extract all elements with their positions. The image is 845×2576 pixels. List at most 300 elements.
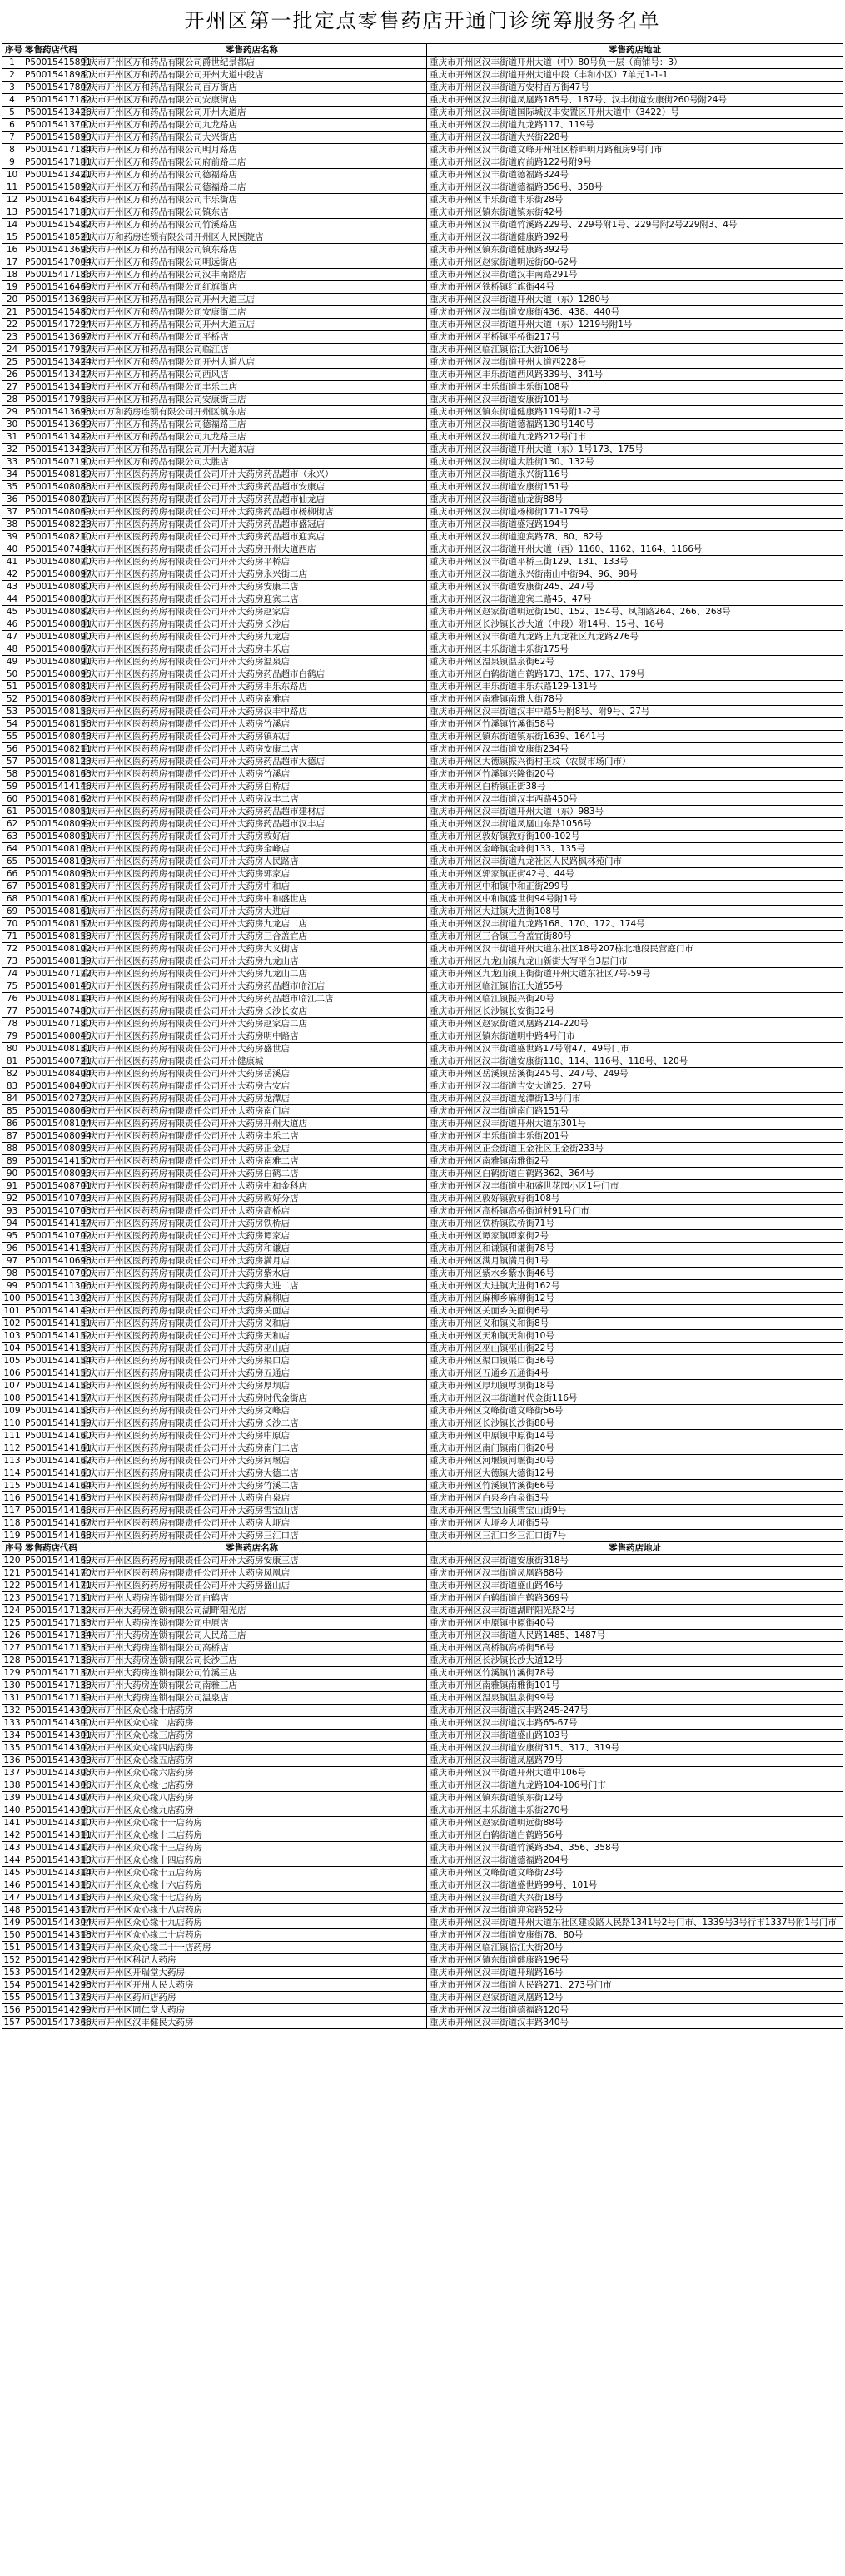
row-number: 98	[2, 1268, 22, 1280]
pharmacy-name: 重庆市万和药房连锁有限公司开州区人民医院店	[77, 231, 427, 244]
pharmacy-code: P50015408102	[22, 943, 77, 955]
pharmacy-code: P50015414307	[22, 1792, 77, 1804]
row-number: 90	[2, 1168, 22, 1180]
table-row	[2, 1829, 843, 1842]
column-header-row-number: 序号	[2, 1542, 22, 1555]
pharmacy-name: 重庆市开州区众心缘四店药房	[77, 1742, 427, 1755]
pharmacy-code: P50015414147	[22, 1218, 77, 1230]
pharmacy-name: 重庆市开州区医药药房有限责任公司开州大药房满月店	[77, 1255, 427, 1268]
table-row	[2, 1180, 843, 1193]
pharmacy-code: P50015417133	[22, 1617, 77, 1630]
pharmacy-code: P50015408156	[22, 718, 77, 731]
table-row	[2, 1642, 843, 1655]
pharmacy-code: P50015414150	[22, 1155, 77, 1168]
pharmacy-name: 重庆市开州区万和药品有限公司西风店	[77, 369, 427, 381]
pharmacy-address: 重庆市开州区铁桥镇铁桥街71号	[427, 1218, 843, 1230]
row-number: 71	[2, 931, 22, 943]
row-number: 19	[2, 281, 22, 294]
pharmacy-address: 重庆市开州区镇东街道镇东街1639、1641号	[427, 731, 843, 743]
pharmacy-name: 重庆市开州大药房连锁有限公司高桥店	[77, 1642, 427, 1655]
pharmacy-name: 重庆市开州区医药药房有限责任公司开州大药房长沙店	[77, 618, 427, 631]
pharmacy-address: 重庆市开州区汉丰街道凤凰路88号	[427, 1567, 843, 1580]
pharmacy-address: 重庆市开州区岳溪镇岳溪街245号、247号、249号	[427, 1068, 843, 1080]
pharmacy-code: P50015408156	[22, 706, 77, 718]
pharmacy-name: 重庆市开州区医药药房有限责任公司开州大药房天和店	[77, 1330, 427, 1343]
pharmacy-name: 重庆市开州区万和药品有限公司竹溪路店	[77, 219, 427, 231]
pharmacy-code: P50015408094	[22, 1130, 77, 1143]
pharmacy-code: P50015414304	[22, 1917, 77, 1929]
table-row	[2, 319, 843, 331]
row-number: 124	[3, 1606, 21, 1616]
table-row	[2, 843, 843, 856]
pharmacy-code: P50015414296	[22, 1954, 77, 1967]
column-header-row-number: 序号	[2, 44, 22, 57]
table-row	[2, 918, 843, 931]
table-row	[2, 856, 843, 868]
pharmacy-code: P50015417131	[22, 1592, 77, 1605]
row-number: 112	[3, 1443, 21, 1453]
pharmacy-code: P50015414305	[22, 1767, 77, 1779]
pharmacy-name: 重庆市开州区医药药房有限责任公司开州大药房赵家店二店	[77, 1018, 427, 1030]
row-number: 13	[2, 206, 22, 219]
pharmacy-name: 重庆市开州区医药药房有限责任公司开州大药房谭家店	[77, 1230, 427, 1243]
row-number: 96	[2, 1243, 22, 1255]
pharmacy-name: 重庆市开州区医药药房有限责任公司开州大药房竹溪店	[77, 768, 427, 781]
pharmacy-code: P50015413695	[22, 244, 77, 256]
pharmacy-code: P50015417004	[22, 256, 77, 269]
pharmacy-address: 重庆市开州区汉丰街道南门路151号	[427, 1105, 843, 1118]
pharmacy-address: 重庆市开州区汉丰街道九龙社区人民路枫林苑门市	[427, 856, 843, 868]
pharmacy-name: 重庆市开州区万和药品有限公司府前路二店	[77, 156, 427, 169]
row-number: 29	[2, 406, 22, 419]
pharmacy-name: 重庆市开州区医药药房有限责任公司开州大药房开州大道店	[77, 1118, 427, 1130]
pharmacy-code: P50015414313	[22, 1854, 77, 1867]
pharmacy-name: 重庆市开州区医药药房有限责任公司开州大药房九龙店二店	[77, 918, 427, 931]
table-row	[2, 1230, 843, 1243]
table-row	[2, 144, 843, 156]
row-number: 27	[2, 381, 22, 394]
pharmacy-address: 重庆市开州区汉丰街道九龙路117、119号	[427, 119, 843, 132]
pharmacy-name: 重庆市开州区医药药房有限责任公司开州大药房时代金街店	[77, 1392, 427, 1405]
table-row	[2, 1068, 843, 1080]
pharmacy-name: 重庆市开州区众心缘五店药房	[77, 1755, 427, 1767]
row-number: 66	[2, 868, 22, 881]
pharmacy-address: 重庆市开州区汉丰街道开州大道中106号	[427, 1767, 843, 1779]
pharmacy-code: P50015417186	[22, 269, 77, 281]
row-number: 54	[2, 718, 22, 731]
pharmacy-address: 重庆市开州区五通乡五通街4号	[427, 1367, 843, 1380]
pharmacy-name: 重庆市开州区医药药房有限责任公司开州大药房安康二店	[77, 743, 427, 756]
row-number: 106	[3, 1368, 21, 1378]
pharmacy-address: 重庆市开州区正金街道正金社区正金街233号	[427, 1143, 843, 1155]
row-number: 62	[2, 818, 22, 831]
pharmacy-code: P50015408131	[22, 1043, 77, 1055]
pharmacy-code: P50015408045	[22, 1030, 77, 1043]
pharmacy-address: 重庆市开州区中和镇盛世街94号附1号	[427, 893, 843, 906]
table-row	[2, 156, 843, 169]
pharmacy-address: 重庆市开州区汉丰街道汉丰路245-247号	[427, 1705, 843, 1717]
pharmacy-address: 重庆市开州区汉丰街道开州大道（东）983号	[427, 806, 843, 818]
table-row	[2, 431, 843, 444]
pharmacy-address: 重庆市开州区汉丰街道国际城汉丰安置区开州大道中（3422）号	[427, 107, 843, 119]
pharmacy-code: P50015414166	[22, 1505, 77, 1517]
pharmacy-address: 重庆市开州区竹溪镇竹溪街78号	[427, 1667, 843, 1680]
pharmacy-code: P50015415891	[22, 57, 77, 69]
pharmacy-name: 重庆市开州区医药药房有限责任公司开州大药房文峰店	[77, 1405, 427, 1417]
table-row	[2, 244, 843, 256]
table-row	[2, 181, 843, 194]
pharmacy-name: 重庆市开州区医药药房有限责任公司开州大药房汉丰二店	[77, 793, 427, 806]
column-header-pharmacy-code: 零售药店代码	[22, 44, 77, 57]
pharmacy-code: P50015417957	[22, 344, 77, 356]
pharmacy-address: 重庆市开州区中原镇中原街14号	[427, 1430, 843, 1442]
pharmacy-code: P50015408089	[22, 693, 77, 706]
pharmacy-name: 重庆市开州区众心缘十九店药房	[77, 1917, 427, 1929]
table-row	[2, 132, 843, 144]
pharmacy-name: 重庆市开州区医药药房有限责任公司开州大药房丰乐店	[77, 643, 427, 656]
table-row	[2, 593, 843, 606]
pharmacy-name: 重庆市开州区万和药品有限公司平桥店	[77, 331, 427, 344]
row-number: 10	[2, 169, 22, 181]
pharmacy-code: P50015408069	[22, 1105, 77, 1118]
row-number: 21	[2, 306, 22, 319]
pharmacy-code: P50015417294	[22, 319, 77, 331]
row-number: 142	[3, 1830, 21, 1840]
pharmacy-address: 重庆市开州区长沙镇长安街32号	[427, 1005, 843, 1018]
row-number: 86	[2, 1118, 22, 1130]
pharmacy-code: P50015414309	[22, 1705, 77, 1717]
pharmacy-code: P50015417182	[22, 94, 77, 107]
pharmacy-address: 重庆市开州区汉丰街道吉安大道25、27号	[427, 1080, 843, 1093]
pharmacy-code: P50015408163	[22, 768, 77, 781]
pharmacy-code: P50015408159	[22, 881, 77, 893]
pharmacy-name: 重庆市开州区众心缘三店药房	[77, 1730, 427, 1742]
table-row	[2, 1680, 843, 1692]
pharmacy-name: 重庆市开州区医药药房有限责任公司开州大药房大德二店	[77, 1467, 427, 1480]
pharmacy-code: P50015417134	[22, 1630, 77, 1642]
pharmacy-code: P50015417139	[22, 1692, 77, 1705]
table-row	[2, 206, 843, 219]
table-row	[2, 444, 843, 456]
pharmacy-address: 重庆市开州区厚坝镇厚坝街18号	[427, 1380, 843, 1392]
pharmacy-name: 重庆市开州区众心缘十二店药房	[77, 1829, 427, 1842]
row-number: 59	[2, 781, 22, 793]
pharmacy-code: P50015411375	[22, 1992, 77, 2004]
pharmacy-address: 重庆市开州区长沙镇长沙大道12号	[427, 1655, 843, 1667]
row-number: 152	[3, 1955, 21, 1965]
table-row	[2, 906, 843, 918]
pharmacy-code: P50015408083	[22, 593, 77, 606]
pharmacy-name: 重庆市开州区万和药品有限公司安康街二店	[77, 306, 427, 319]
pharmacy-name: 重庆市开州区医药药房有限责任公司开州大药房大进店	[77, 906, 427, 918]
table-row	[2, 94, 843, 107]
pharmacy-address: 重庆市开州区汉丰街道人民路271、273号门市	[427, 1979, 843, 1992]
row-number: 120	[3, 1556, 21, 1566]
pharmacy-code: P50015414301	[22, 1730, 77, 1742]
pharmacy-address: 重庆市开州区高桥镇高桥街56号	[427, 1642, 843, 1655]
pharmacy-code: P50015408071	[22, 494, 77, 506]
pharmacy-name: 重庆市开州区医药药房有限责任公司开州大药房敦好分店	[77, 1193, 427, 1205]
pharmacy-name: 重庆市开州区万和药品有限公司开州大道中段店	[77, 69, 427, 82]
table-row	[2, 581, 843, 593]
row-number: 43	[2, 581, 22, 593]
table-row	[2, 1392, 843, 1405]
pharmacy-address: 重庆市开州区关面乡关面街6号	[427, 1305, 843, 1318]
row-number: 9	[2, 156, 22, 169]
pharmacy-address: 重庆市开州区温泉镇温泉街62号	[427, 656, 843, 668]
pharmacy-address: 重庆市开州区天和镇天和街10号	[427, 1330, 843, 1343]
row-number: 80	[2, 1043, 22, 1055]
pharmacy-address: 重庆市开州区镇东街道明中路4号门市	[427, 1030, 843, 1043]
pharmacy-code: P50015417135	[22, 1642, 77, 1655]
pharmacy-address: 重庆市开州区白鹤街道白鹤路362、364号	[427, 1168, 843, 1180]
pharmacy-code: P50015414306	[22, 1779, 77, 1792]
pharmacy-name: 重庆市开州区万和药品有限公司安康街三店	[77, 394, 427, 406]
row-number: 63	[2, 831, 22, 843]
table-row	[2, 756, 843, 768]
table-row	[2, 1692, 843, 1705]
pharmacy-name: 重庆市开州区众心缘十七店药房	[77, 1892, 427, 1904]
table-row	[2, 1268, 843, 1280]
pharmacy-code: P50015415892	[22, 181, 77, 194]
pharmacy-name: 重庆市开州区医药药房有限责任公司开州大药房丰乐东路店	[77, 681, 427, 693]
pharmacy-code: P50015414146	[22, 781, 77, 793]
pharmacy-code: P50015407172	[22, 968, 77, 980]
row-number: 14	[2, 219, 22, 231]
pharmacy-code: P50015408048	[22, 731, 77, 743]
table-row	[2, 531, 843, 543]
pharmacy-code: P50015408098	[22, 868, 77, 881]
pharmacy-code: P50015414315	[22, 1879, 77, 1892]
table-row	[2, 1617, 843, 1630]
pharmacy-address: 重庆市开州区汉丰街道大兴街228号	[427, 132, 843, 144]
pharmacy-code: P50015408069	[22, 506, 77, 519]
pharmacy-name: 重庆市开州区医药药房有限责任公司开州大药房白泉店	[77, 1492, 427, 1505]
pharmacy-code: P50015410702	[22, 1230, 77, 1243]
pharmacy-code: P50015417181	[22, 156, 77, 169]
pharmacy-name: 重庆市开州区科记大药房	[77, 1954, 427, 1967]
row-number: 118	[3, 1518, 21, 1528]
pharmacy-address: 重庆市开州区汉丰街道大胜街130、132号	[427, 456, 843, 469]
pharmacy-code: P50015408157	[22, 918, 77, 931]
table-row	[2, 1779, 843, 1792]
row-number: 42	[2, 568, 22, 581]
pharmacy-code: P50015413696	[22, 294, 77, 306]
row-number: 32	[2, 444, 22, 456]
table-row	[2, 768, 843, 781]
row-number: 89	[2, 1155, 22, 1168]
pharmacy-name: 重庆市开州区医药药房有限责任公司开州大药房龙潭店	[77, 1093, 427, 1105]
pharmacy-name: 重庆市开州区万和药品有限公司丰乐二店	[77, 381, 427, 394]
table-row	[2, 1280, 843, 1293]
pharmacy-address: 重庆市开州区白桥镇正街38号	[427, 781, 843, 793]
pharmacy-name: 重庆市开州区医药药房有限责任公司开州大药房雪宝山店	[77, 1505, 427, 1517]
row-number: 68	[2, 893, 22, 906]
pharmacy-code: P50015414164	[22, 1480, 77, 1492]
row-number: 132	[3, 1705, 21, 1715]
pharmacy-address: 重庆市开州区渠口镇渠口街36号	[427, 1355, 843, 1367]
pharmacy-code: P50015408139	[22, 955, 77, 968]
pharmacy-name: 重庆市开州区医药药房有限责任公司开州大药房药品超市仙龙店	[77, 494, 427, 506]
table-row	[2, 1904, 843, 1917]
pharmacy-name: 重庆市开州区众心缘十五店药房	[77, 1867, 427, 1879]
table-row	[2, 1879, 843, 1892]
pharmacy-name: 重庆市开州区医药药房有限责任公司开州大药房药品超市建材店	[77, 806, 427, 818]
pharmacy-code: P50015414149	[22, 1305, 77, 1318]
row-number: 2	[2, 69, 22, 82]
pharmacy-address: 重庆市开州区丰乐街道西风路339号、341号	[427, 369, 843, 381]
table-row	[2, 1730, 843, 1742]
table-row	[2, 1018, 843, 1030]
pharmacy-code: P50015414311	[22, 1829, 77, 1842]
table-row	[2, 1792, 843, 1804]
table-row	[2, 681, 843, 693]
table-row	[2, 506, 843, 519]
pharmacy-address: 重庆市开州区汉丰街道中和盛世花园小区1号门市	[427, 1180, 843, 1193]
row-number: 3	[2, 82, 22, 94]
pharmacy-address: 重庆市开州区汉丰街道迎宾路78、80、82号	[427, 531, 843, 543]
pharmacy-name: 重庆市开州区万和药品有限公司大胜店	[77, 456, 427, 469]
pharmacy-code: P50015411302	[22, 1293, 77, 1305]
table-row	[2, 1093, 843, 1105]
pharmacy-code: P50015414316	[22, 1892, 77, 1904]
table-row	[2, 1892, 843, 1904]
pharmacy-code: P50015417137	[22, 1667, 77, 1680]
table-row	[2, 1080, 843, 1093]
row-number: 69	[2, 906, 22, 918]
pharmacy-code: P50015413421	[22, 169, 77, 181]
pharmacy-name: 重庆市开州区医药药房有限责任公司开州大药房药品超市大德店	[77, 756, 427, 768]
row-number: 60	[2, 793, 22, 806]
pharmacy-address: 重庆市开州区郭家镇正街42号、44号	[427, 868, 843, 881]
pharmacy-code: P50015414168	[22, 1530, 77, 1542]
row-number: 99	[2, 1280, 22, 1293]
row-number: 44	[2, 593, 22, 606]
pharmacy-address: 重庆市开州区汉丰街道开州大道东社区18号207栋北地段民营庭门市	[427, 943, 843, 955]
table-row	[2, 1804, 843, 1817]
pharmacy-name: 重庆市开州大药房连锁有限公司温泉店	[77, 1692, 427, 1705]
row-number: 49	[2, 656, 22, 668]
pharmacy-name: 重庆市开州区医药药房有限责任公司开州大药房凤凰店	[77, 1567, 427, 1580]
pharmacy-address: 重庆市开州区满月镇满月街1号	[427, 1255, 843, 1268]
table-row	[2, 656, 843, 668]
table-row	[2, 955, 843, 968]
pharmacy-name: 重庆市开州区万和药品有限公司丰乐街店	[77, 194, 427, 206]
pharmacy-address: 重庆市开州区汉丰街道开州大道东301号	[427, 1118, 843, 1130]
pharmacy-address: 重庆市开州区汉丰街道盛世路99号、101号	[427, 1879, 843, 1892]
row-number: 50	[2, 668, 22, 681]
pharmacy-address: 重庆市开州区临江镇临江大街106号	[427, 344, 843, 356]
pharmacy-code: P50015413419	[22, 381, 77, 394]
pharmacy-code: P50015402720	[22, 1093, 77, 1105]
pharmacy-name: 重庆市开州区医药药房有限责任公司开州大药房吉安店	[77, 1080, 427, 1093]
pharmacy-name: 重庆市开州区医药药房有限责任公司开州大药房敦好店	[77, 831, 427, 843]
row-number: 147	[3, 1893, 21, 1903]
pharmacy-address: 重庆市开州区汉丰街道安康街101号	[427, 394, 843, 406]
pharmacy-address: 重庆市开州区汉丰街道汉丰南路291号	[427, 269, 843, 281]
pharmacy-code: P50015414302	[22, 1742, 77, 1755]
pharmacy-address: 重庆市开州区汉丰街道汉丰路340号	[427, 2017, 843, 2029]
pharmacy-name: 重庆市开州区医药药房有限责任公司开州大药房岳溪店	[77, 1068, 427, 1080]
row-number: 74	[2, 968, 22, 980]
pharmacy-code: P50015408104	[22, 1118, 77, 1130]
pharmacy-name: 重庆市开州大药房连锁有限公司竹溪三店	[77, 1667, 427, 1680]
row-number: 5	[2, 107, 22, 119]
table-row	[2, 306, 843, 319]
pharmacy-name: 重庆市开州区开瑞堂大药房	[77, 1967, 427, 1979]
row-number: 87	[2, 1130, 22, 1143]
table-row	[2, 419, 843, 431]
pharmacy-address: 重庆市开州区临江镇临江大街20号	[427, 1942, 843, 1954]
pharmacy-name: 重庆市开州区众心缘十三店药房	[77, 1842, 427, 1854]
pharmacy-address: 重庆市开州区汉丰街道开瑞路16号	[427, 1967, 843, 1979]
table-row	[2, 69, 843, 82]
pharmacy-name: 重庆市开州区医药药房有限责任公司开州大药房开州大道西店	[77, 543, 427, 556]
pharmacy-address: 重庆市开州区汉丰街道盛山路46号	[427, 1580, 843, 1592]
column-header-pharmacy-name: 零售药店名称	[77, 1542, 427, 1555]
pharmacy-name: 重庆市开州区医药药房有限责任公司开州大药房镇东店	[77, 731, 427, 743]
pharmacy-code: P50015408123	[22, 756, 77, 768]
pharmacy-name: 重庆市开州区医药药房有限责任公司开州大药房明中路店	[77, 1030, 427, 1043]
table-row	[2, 781, 843, 793]
pharmacy-address: 重庆市开州区竹溪镇竹溪街66号	[427, 1480, 843, 1492]
pharmacy-address: 重庆市开州区丰乐街道丰乐街108号	[427, 381, 843, 394]
row-number: 117	[3, 1506, 21, 1516]
table-row	[2, 1630, 843, 1642]
table-row	[2, 668, 843, 681]
table-row	[2, 1343, 843, 1355]
pharmacy-address: 重庆市开州区汉丰街道湖畔阳光路2号	[427, 1605, 843, 1617]
pharmacy-address: 重庆市开州区汉丰街道九龙路104-106号门市	[427, 1779, 843, 1792]
table-row	[2, 1130, 843, 1143]
pharmacy-code: P50015408081	[22, 681, 77, 693]
table-row	[2, 169, 843, 181]
row-number: 138	[3, 1780, 21, 1790]
table-row	[2, 1530, 843, 1542]
table-row	[2, 993, 843, 1005]
row-number: 24	[2, 344, 22, 356]
pharmacy-name: 重庆市开州区医药药房有限责任公司开州大药房药品超市临江二店	[77, 993, 427, 1005]
table-row	[2, 1193, 843, 1205]
pharmacy-code: P50015408223	[22, 519, 77, 531]
pharmacy-name: 重庆市开州区医药药房有限责任公司开州大药房铁桥店	[77, 1218, 427, 1230]
table-row	[2, 1355, 843, 1367]
pharmacy-name: 重庆市开州大药房连锁有限公司湖畔阳光店	[77, 1605, 427, 1617]
table-row	[2, 706, 843, 718]
pharmacy-code: P50015410703	[22, 1205, 77, 1218]
pharmacy-code: P50015417807	[22, 82, 77, 94]
row-number: 102	[3, 1318, 21, 1328]
pharmacy-address: 重庆市开州区白鹤街道白鹤路369号	[427, 1592, 843, 1605]
row-number: 12	[2, 194, 22, 206]
pharmacy-address: 重庆市开州区汉丰街道健康路392号	[427, 231, 843, 244]
pharmacy-name: 重庆市开州区医药药房有限责任公司开州大药房义和店	[77, 1318, 427, 1330]
row-number: 123	[3, 1593, 21, 1603]
row-number: 78	[2, 1018, 22, 1030]
pharmacy-name: 重庆市开州区医药药房有限责任公司开州大药房巫山店	[77, 1343, 427, 1355]
pharmacy-table	[2, 43, 843, 2029]
pharmacy-code: P50015414165	[22, 1492, 77, 1505]
pharmacy-address: 重庆市开州区汉丰街道杨柳街171-179号	[427, 506, 843, 519]
pharmacy-name: 重庆市开州区医药药房有限责任公司开州大药房九龙山店	[77, 955, 427, 968]
pharmacy-code: P50015413700	[22, 119, 77, 132]
row-number: 56	[2, 743, 22, 756]
pharmacy-address: 重庆市开州区文峰街道文峰街56号	[427, 1405, 843, 1417]
pharmacy-address: 重庆市开州区汉丰街道大兴街18号	[427, 1892, 843, 1904]
table-row	[2, 481, 843, 494]
table-row	[2, 1055, 843, 1068]
pharmacy-address: 重庆市开州区大垭乡大垭街5号	[427, 1517, 843, 1530]
